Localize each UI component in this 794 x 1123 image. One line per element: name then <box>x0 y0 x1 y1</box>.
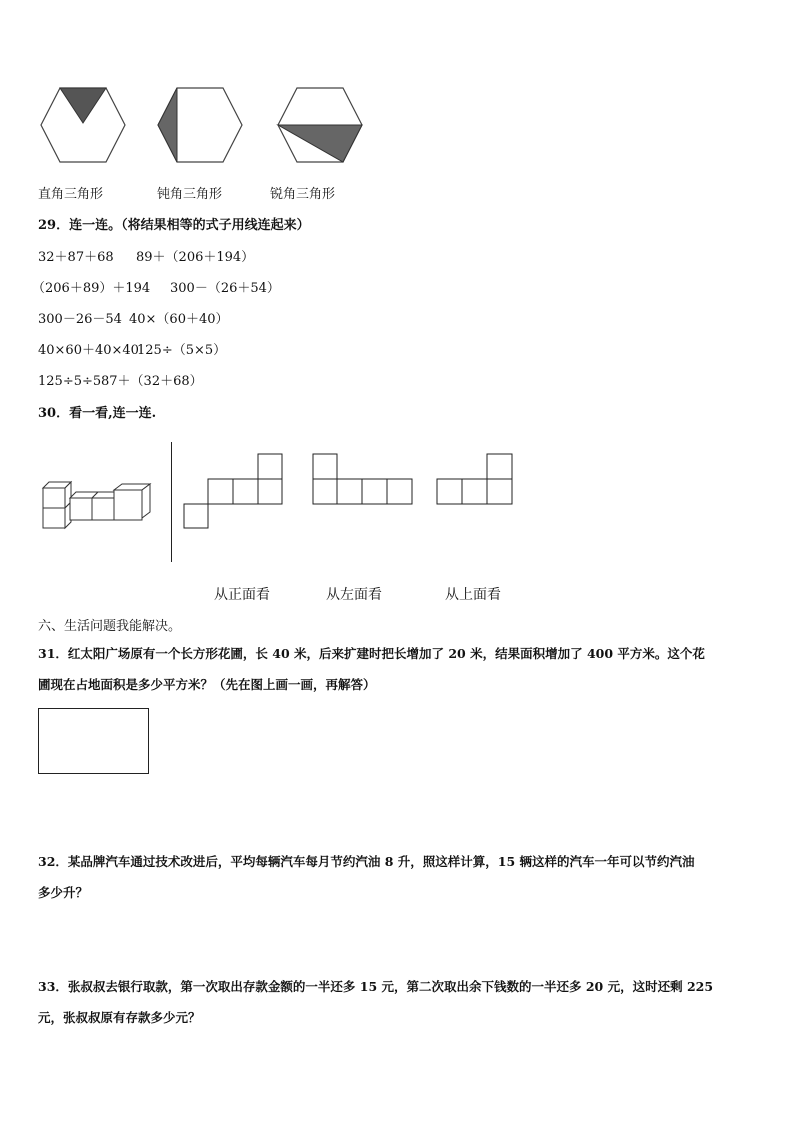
q29-left-expr-4: 40×60＋40×40 <box>38 343 139 358</box>
q30-title: 30．看一看,连一连. <box>38 406 157 421</box>
q29-right-expr-1: 89＋（206＋194） <box>136 250 255 265</box>
q29-right-expr-3: 40×（60＋40） <box>129 312 229 327</box>
grid-view-figure-1 <box>183 453 283 529</box>
q33-line1: 33．张叔叔去银行取款，第一次取出存款金额的一半还多 15 元，第二次取出余下钱数的一半还多 20 元，这时还剩 225 <box>38 979 714 994</box>
q31-line2: 圃现在占地面积是多少平方米？（先在图上画一画，再解答） <box>38 677 376 692</box>
caption-obtuse-triangle: 钝角三角形 <box>157 187 223 202</box>
q29-right-expr-2: 300－（26＋54） <box>170 281 280 296</box>
q33-line2: 元，张叔叔原有存款多少元？ <box>38 1010 201 1025</box>
cube-solid-figure <box>38 476 156 534</box>
q29-title: 29．连一连。（将结果相等的式子用线连起来） <box>38 218 310 233</box>
view-label-front: 从正面看 <box>214 587 270 603</box>
q32-line2: 多少升？ <box>38 885 89 900</box>
view-label-top: 从上面看 <box>445 587 501 603</box>
q31-line1: 31．红太阳广场原有一个长方形花圃，长 40 米，后来扩建时把长增加了 20 米，结果面积增加了 400 平方米。这个花 <box>38 646 705 661</box>
hexagon-obtuse-triangle-figure <box>155 86 245 164</box>
q29-right-expr-4: 125÷（5×5） <box>137 343 227 358</box>
vertical-divider <box>171 442 172 562</box>
q29-left-expr-5: 125÷5÷5 <box>38 374 102 389</box>
hexagon-acute-triangle-figure <box>275 86 365 164</box>
section6-title: 六、生活问题我能解决。 <box>38 619 182 634</box>
rectangle-flowerbed-figure <box>38 708 149 774</box>
grid-view-figure-3 <box>436 453 514 505</box>
q29-left-expr-1: 32＋87＋68 <box>38 250 114 265</box>
q32-line1: 32．某品牌汽车通过技术改进后，平均每辆汽车每月节约汽油 8 升，照这样计算，15 辆这样的汽车一年可以节约汽油 <box>38 854 695 869</box>
q29-left-expr-2: （206＋89）＋194 <box>32 281 151 296</box>
q29-right-expr-5: 87＋（32＋68） <box>101 374 203 389</box>
caption-acute-triangle: 锐角三角形 <box>270 187 336 202</box>
q29-left-expr-3: 300－26－54 <box>38 312 122 327</box>
caption-right-triangle: 直角三角形 <box>38 187 104 202</box>
hexagon-right-triangle-figure <box>38 86 128 164</box>
grid-view-figure-2 <box>312 453 414 505</box>
view-label-left: 从左面看 <box>326 587 382 603</box>
